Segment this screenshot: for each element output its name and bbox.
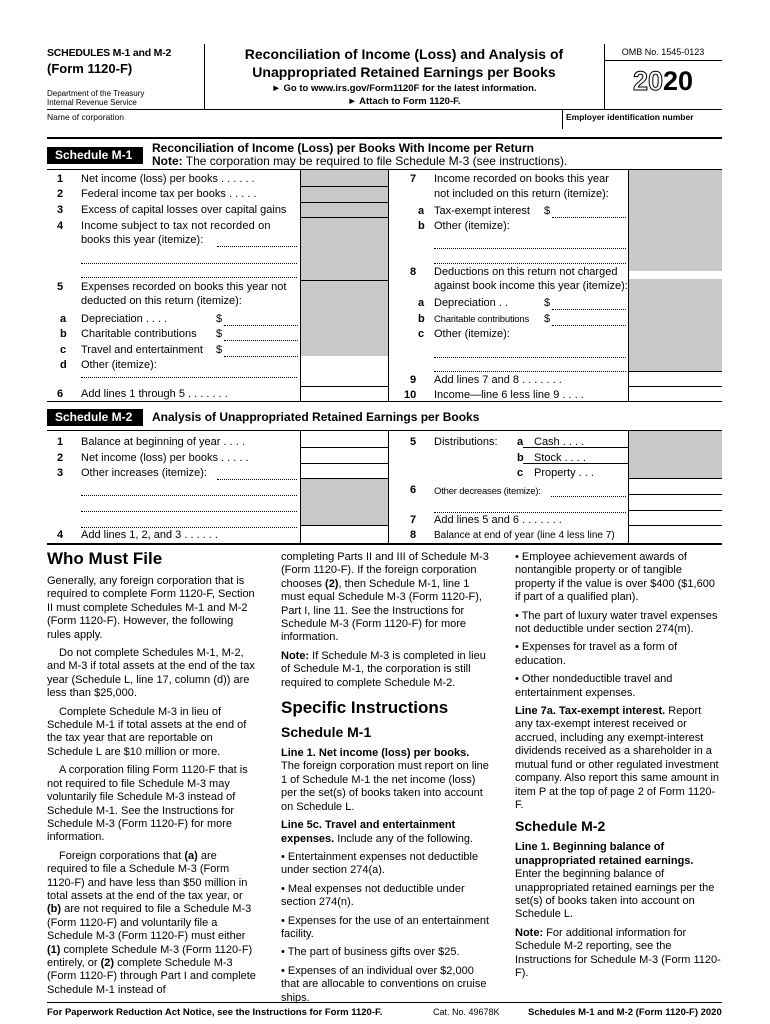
line-letter: b xyxy=(418,313,425,325)
m2-line8-amount[interactable] xyxy=(629,526,722,542)
line-5a-label: Depreciation . . . . xyxy=(81,313,168,325)
schedule-m2-title: Analysis of Unappropriated Retained Earnings per Books xyxy=(152,410,480,424)
line-6-label: Add lines 1 through 5 . . . . . . . xyxy=(81,388,228,400)
instructions-column-2 xyxy=(281,551,491,1005)
line-5c-label: Travel and entertainment xyxy=(81,344,203,356)
dollar-sign: $ xyxy=(216,344,223,356)
m2-line-3-label: Other increases (itemize): xyxy=(81,467,207,479)
goto-instruction: ► Go to www.irs.gov/Form1120F for the latest information. xyxy=(271,83,537,94)
line-8c-label: Other (itemize): xyxy=(434,328,510,340)
line-number: 4 xyxy=(57,529,64,541)
schedule-m2-subheading: Schedule M-2 xyxy=(515,818,606,835)
schedule-m1-note xyxy=(152,154,567,168)
omb-number: OMB No. 1545-0123 xyxy=(621,47,705,57)
catalog-number: Cat. No. 49678K xyxy=(433,1007,500,1017)
paragraph: Do not complete Schedules M-1, M-2, and M-3 if total assets at the end of the tax year (Schedule L, line 17, column (d)) are less than $25,000. xyxy=(47,647,255,700)
m2-line-4-label: Add lines 1, 2, and 3 . . . . . . xyxy=(81,529,218,541)
line-number: 7 xyxy=(410,173,417,185)
tax-year-outline: 20 xyxy=(632,66,663,96)
paragraph: Line 1. Net income (loss) per books. The foreign corporation must report on line 1 of Schedule M-1 the net income (loss) per the set(s) of books taken into account on Schedule L. xyxy=(281,747,489,813)
m2-line-7-label: Add lines 5 and 6 . . . . . . . xyxy=(434,514,562,526)
line-4-label: Income subject to tax not recorded on xyxy=(81,220,271,232)
line-letter: b xyxy=(418,220,425,232)
line-number: 3 xyxy=(57,467,64,479)
bullet-item: • Entertainment expenses not deductible under section 274(a). xyxy=(281,850,479,877)
line-7-label-cont: not included on this return (itemize): xyxy=(434,188,609,200)
line-letter: c xyxy=(418,328,425,340)
line-letter: a xyxy=(517,436,524,448)
m2-line-5-label: Distributions: xyxy=(434,436,498,448)
line-letter: b xyxy=(517,452,524,464)
line-number: 2 xyxy=(57,188,64,200)
shaded-amount-area xyxy=(629,279,722,371)
ein-label: Employer identification number xyxy=(566,112,694,122)
dept-treasury: Department of the Treasury xyxy=(47,89,145,98)
line-number: 8 xyxy=(410,529,417,541)
line-number: 9 xyxy=(410,374,417,386)
tax-year-bold: 20 xyxy=(663,66,694,96)
line-number: 1 xyxy=(57,173,64,185)
paragraph: Note: If Schedule M-3 is completed in lieu of Schedule M-1, the corporation is still required to complete Schedule M-2. xyxy=(281,649,486,689)
form-name: (Form 1120-F) xyxy=(47,61,133,76)
line-letter: c xyxy=(60,344,67,356)
line-5-label: Expenses recorded on books this year not xyxy=(81,281,287,293)
schedule-m1-subheading: Schedule M-1 xyxy=(281,724,372,741)
line-number: 5 xyxy=(57,281,64,293)
line-number: 5 xyxy=(410,436,417,448)
m2-line-1-label: Balance at beginning of year . . . . xyxy=(81,436,245,448)
paragraph: Complete Schedule M-3 in lieu of Schedule M-1 if total assets at the end of the tax year that are reportable on Schedule L are $10 million or more. xyxy=(47,705,247,758)
shaded-amount-area xyxy=(301,170,388,356)
line-number: 4 xyxy=(57,220,64,232)
dollar-sign: $ xyxy=(216,328,223,340)
line-5b-label: Charitable contributions xyxy=(81,328,197,340)
line-letter: b xyxy=(60,328,67,340)
bullet-item: • Other nondeductible travel and entertainment expenses. xyxy=(515,673,673,699)
schedule-m1-title: Reconciliation of Income (Loss) per Books With Income per Return xyxy=(152,141,534,155)
ein-field[interactable] xyxy=(563,121,722,137)
line-3-label: Excess of capital losses over capital gains xyxy=(81,204,287,216)
line-letter: c xyxy=(517,467,524,479)
line-8-label-cont: against book income this year (itemize): xyxy=(434,280,628,292)
line-number: 3 xyxy=(57,204,64,216)
line-number: 2 xyxy=(57,452,64,464)
line-10-label: Income—line 6 less line 9 . . . . xyxy=(434,389,584,401)
schedule-m1-label: Schedule M-1 xyxy=(47,147,143,164)
line-8a-label: Depreciation . . xyxy=(434,297,508,309)
bullet-item: • Expenses for travel as a form of education. xyxy=(515,641,678,667)
specific-instructions-heading: Specific Instructions xyxy=(281,698,449,718)
line-number: 1 xyxy=(57,436,64,448)
line-number: 6 xyxy=(410,484,417,496)
shaded-amount-area xyxy=(629,170,722,271)
line-letter: a xyxy=(60,313,67,325)
line-letter: d xyxy=(60,359,67,371)
m2-line-6-label: Other decreases (itemize): xyxy=(434,486,541,497)
line-number: 6 xyxy=(57,388,64,400)
attach-instruction: ► Attach to Form 1120-F. xyxy=(347,96,461,107)
schedules-title: SCHEDULES M-1 and M-2 xyxy=(47,47,172,59)
line-number: 10 xyxy=(404,389,417,401)
note-text: The corporation may be required to file Schedule M-3 (see instructions). xyxy=(185,154,568,168)
bullet-item: • Expenses of an individual over $2,000 that are allocable to conventions on cruise ships. xyxy=(281,964,487,1004)
bullet-item: • The part of luxury water travel expenses not deductible under section 274(m). xyxy=(515,609,718,636)
bullet-item: • The part of business gifts over $25. xyxy=(281,946,460,959)
line-7-label: Income recorded on books this year xyxy=(434,173,609,185)
m2-line-5a-label: Cash . . . . xyxy=(534,436,585,448)
m1-line10-amount[interactable] xyxy=(629,387,722,401)
instructions-column-1 xyxy=(47,549,257,997)
dollar-sign: $ xyxy=(544,313,551,325)
bullet-item: • Expenses for the use of an entertainment facility. xyxy=(281,914,490,940)
paragraph: Generally, any foreign corporation that is required to complete Form 1120-F, Section II must complete Schedules M-1 and M-2 (Form 1120-F). However, the following rules apply. xyxy=(47,575,255,641)
footer-form-id: Schedules M-1 and M-2 (Form 1120-F) 2020 xyxy=(528,1007,722,1018)
shaded-amount-area xyxy=(629,431,722,478)
instructions-column-3 xyxy=(515,551,722,980)
line-5-label-cont: deducted on this return (itemize): xyxy=(81,295,242,307)
line-7b-label: Other (itemize): xyxy=(434,220,510,232)
m2-line-5c-label: Property . . . xyxy=(534,467,594,479)
paperwork-notice: For Paperwork Reduction Act Notice, see the Instructions for Form 1120-F. xyxy=(47,1007,383,1018)
bullet-item: • Employee achievement awards of nontangible property or of tangible property if the value is over $400 ($1,600 if part of a qualified plan). xyxy=(515,551,715,604)
name-of-corporation-label: Name of corporation xyxy=(47,112,125,122)
paragraph: Note: For additional information for Schedule M-2 reporting, see the Instructions for Schedule M-3 (Form 1120-F). xyxy=(515,926,721,979)
paragraph: Line 7a. Tax-exempt interest. Report any tax-exempt interest received or accrued, including any exempt-interest dividends received as a shareholder in a mutual fund or other regulated investment company. Also report this same amount in item P at the top of page 2 of Form 1120-F. xyxy=(515,705,720,811)
schedule-m2-label: Schedule M-2 xyxy=(47,409,143,426)
line-number: 7 xyxy=(410,514,417,526)
m1-line1-amount[interactable] xyxy=(301,170,388,185)
tax-year xyxy=(604,66,722,97)
line-7a-label: Tax-exempt interest xyxy=(434,205,530,217)
line-1-label: Net income (loss) per books . . . . . . xyxy=(81,173,255,185)
who-must-file-heading: Who Must File xyxy=(47,549,163,568)
m2-line-5b-label: Stock . . . . xyxy=(534,452,586,464)
line-letter: a xyxy=(418,205,425,217)
line-9-label: Add lines 7 and 8 . . . . . . . xyxy=(434,374,562,386)
line-8-label: Deductions on this return not charged xyxy=(434,266,618,278)
m2-line-8-label: Balance at end of year (line 4 less line 7) xyxy=(434,530,615,541)
dollar-sign: $ xyxy=(544,205,551,217)
irs-name: Internal Revenue Service xyxy=(47,98,137,107)
line-4-label-cont: books this year (itemize): xyxy=(81,234,204,246)
dollar-sign: $ xyxy=(544,297,551,309)
form-title-line2: Unappropriated Retained Earnings per Books xyxy=(252,64,556,80)
m2-line1-amount[interactable] xyxy=(301,431,388,446)
m2-line-2-label: Net income (loss) per books . . . . . xyxy=(81,452,249,464)
dollar-sign: $ xyxy=(216,313,223,325)
paragraph: Line 1. Beginning balance of unappropriated retained earnings. Enter the beginning balance of unappropriated retained earnings per the set(s) of books taken into account on Schedule L. xyxy=(515,841,715,921)
paragraph: Foreign corporations that (a) are required to file a Schedule M-3 (Form 1120-F) and have less than $50 million in total assets at the end of the tax year, or (b) are not required to file a Schedule M-3 (Form 1120-F) and voluntarily file a Schedule M-3 (Form 1120-F) must either (1) complete Schedule M-3 (Form 1120-F) entirely, or (2) complete Schedule M-3 (Form 1120-F) through Part I and complete Schedule M-1 instead of xyxy=(47,849,256,996)
bullet-item: • Meal expenses not deductible under section 274(n). xyxy=(281,882,465,909)
paragraph: A corporation filing Form 1120-F that is not required to file Schedule M-3 may voluntarily file Schedule M-3 instead of Schedule M-1. See the Instructions for Schedule M-3 (Form 1120-F) for more information. xyxy=(47,764,248,844)
paragraph: Line 5c. Travel and entertainment expenses. Include any of the following. xyxy=(281,819,474,845)
name-of-corporation-field[interactable] xyxy=(47,121,561,137)
line-number: 8 xyxy=(410,266,417,278)
line-5d-label: Other (itemize): xyxy=(81,359,157,371)
form-title-line1: Reconciliation of Income (Loss) and Analysis of xyxy=(244,46,564,62)
line-letter: a xyxy=(418,297,425,309)
paragraph: completing Parts II and III of Schedule M-3 (Form 1120-F). If the foreign corporation chooses (2), then Schedule M-1, line 1 must equal Schedule M-3 (Form 1120-F), Part I, line 11. See the Instructions for Schedule M-3 (Form 1120-F) for more information. xyxy=(281,551,489,644)
line-8b-label: Charitable contributions xyxy=(434,314,530,325)
note-label: Note: xyxy=(152,154,183,168)
m1-line6-amount[interactable] xyxy=(301,387,388,401)
shaded-amount-area xyxy=(301,478,388,525)
line-2-label: Federal income tax per books . . . . . xyxy=(81,188,257,200)
